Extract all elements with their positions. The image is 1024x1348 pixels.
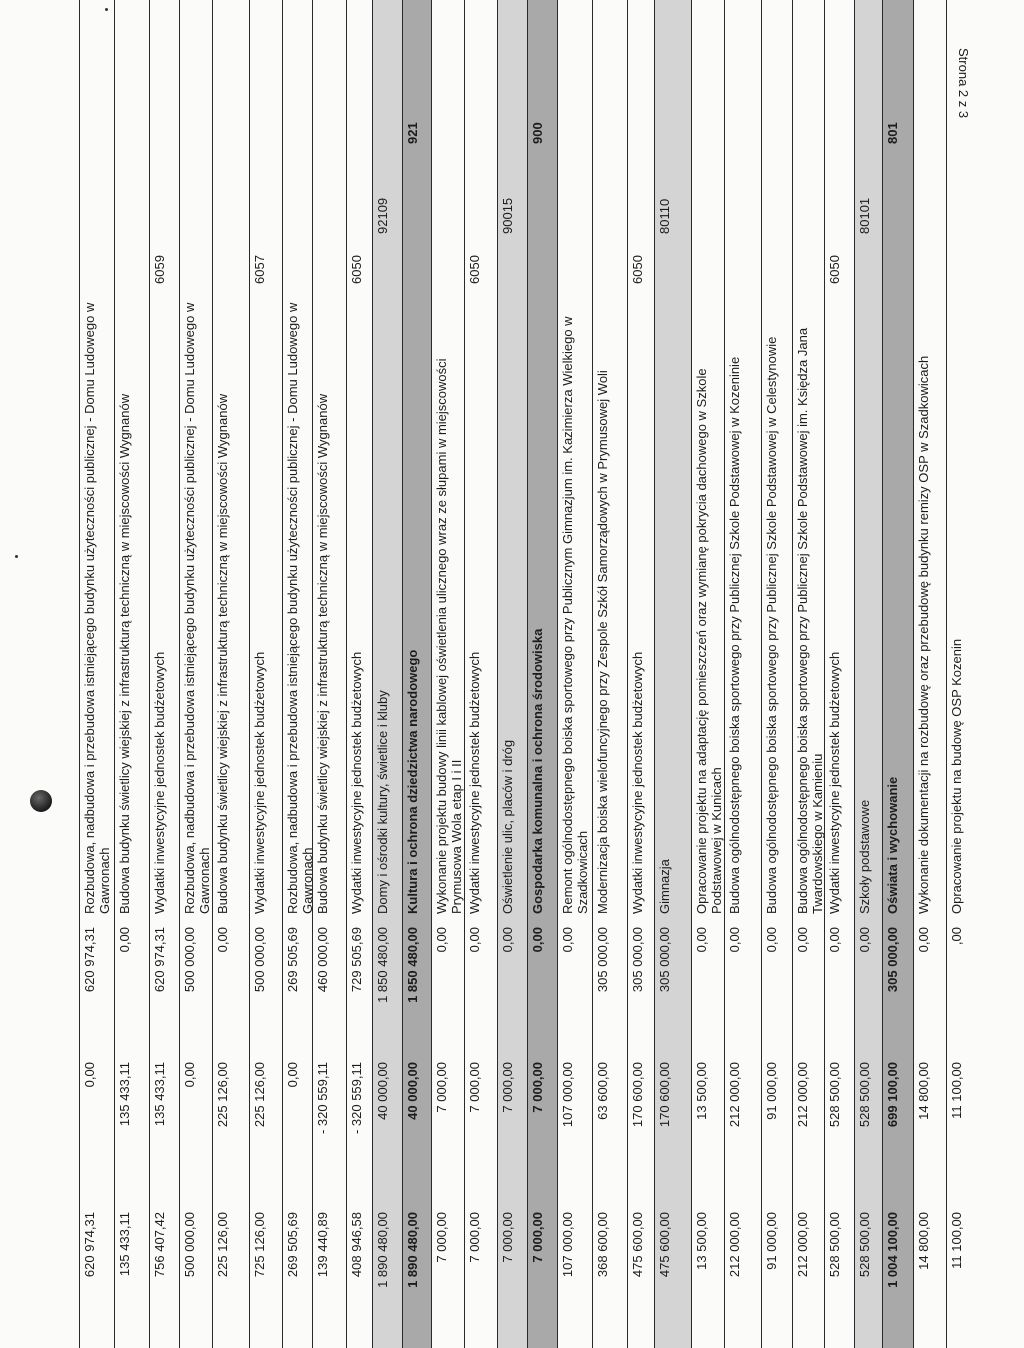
chapter-code [347, 153, 372, 238]
plan-amount: 0,00 [694, 927, 709, 953]
division-code [250, 103, 282, 148]
table-row [854, 0, 882, 1348]
table-row [627, 0, 654, 1348]
division-code [558, 103, 592, 148]
division-code [855, 103, 882, 148]
chapter-code [180, 153, 212, 238]
item-description: Oświata i wychowanie [885, 776, 900, 914]
division-code [180, 103, 212, 148]
amount-after-change: 139 440,89 [315, 1212, 330, 1278]
paragraph-code: 6059 [152, 255, 167, 284]
amount-after-change: 725 126,00 [252, 1212, 267, 1278]
table-row [212, 0, 249, 1348]
item-description: Wydatki inwestycyjne jednostek budżetowych [827, 651, 842, 914]
amount-after-change: 408 946,58 [349, 1212, 364, 1278]
chapter-code: 80101 [857, 197, 872, 234]
amount-after-change: 7 000,00 [500, 1212, 515, 1263]
division-code [373, 103, 402, 148]
change-amount: 212 000,00 [727, 1062, 742, 1128]
table-row [149, 0, 179, 1348]
paragraph-code: 6050 [630, 255, 645, 284]
amount-after-change: 368 600,00 [595, 1212, 610, 1278]
amount-after-change: 7 000,00 [530, 1212, 545, 1263]
plan-amount: 460 000,00 [315, 927, 330, 993]
plan-amount: 729 505,69 [349, 927, 364, 993]
chapter-code: 80110 [657, 198, 672, 234]
change-amount: 699 100,00 [885, 1062, 900, 1128]
table-row [654, 0, 691, 1348]
item-description: Opracowanie projektu na budowę OSP Kozenin [949, 638, 964, 914]
paragraph-code [947, 238, 976, 288]
paragraph-code [883, 238, 913, 288]
table-row [312, 0, 346, 1348]
change-amount: 225 126,00 [215, 1062, 230, 1128]
paragraph-code [180, 238, 212, 288]
division-code [115, 103, 149, 148]
plan-amount: 305 000,00 [630, 927, 645, 993]
amount-after-change: 13 500,00 [694, 1212, 709, 1270]
change-amount: 7 000,00 [500, 1062, 515, 1113]
item-description: Wykonanie projektu budowy linii kablowej oświetlenia ulicznego wraz ze słupami w miejscowości Prymusowa Wola etap I i II [434, 358, 464, 914]
plan-amount: 269 505,69 [285, 927, 300, 993]
amount-after-change: 620 974,31 [82, 1212, 97, 1278]
item-description: Budowa ogólnodostępnego boiska sportowego przy Publicznej Szkole Podstawowej im. Księdza Jana Twardowskiego w Kamieniu [795, 327, 825, 914]
paragraph-code [692, 238, 724, 288]
paragraph-code [213, 238, 249, 288]
amount-after-change: 1 890 480,00 [375, 1212, 390, 1288]
paragraph-code: 6057 [252, 255, 267, 284]
chapter-code [947, 153, 976, 238]
division-code [498, 103, 527, 148]
division-code [793, 103, 824, 148]
chapter-code [313, 153, 346, 238]
amount-after-change: 91 000,00 [764, 1212, 779, 1270]
paragraph-code [762, 238, 792, 288]
plan-amount: 0,00 [434, 927, 449, 953]
chapter-code [432, 153, 464, 238]
change-amount: 7 000,00 [467, 1062, 482, 1113]
plan-amount: 305 000,00 [657, 927, 672, 993]
chapter-code [150, 153, 179, 238]
paragraph-code [313, 238, 346, 288]
amount-after-change: 107 000,00 [560, 1212, 575, 1278]
plan-amount: 0,00 [500, 927, 515, 953]
item-description: Budowa budynku świetlicy wiejskiej z infrastrukturą techniczną w miejscowości Wygnanów [215, 393, 230, 914]
amount-after-change: 269 505,69 [285, 1212, 300, 1278]
change-amount: - 320 559,11 [349, 1062, 364, 1135]
amount-after-change: 528 500,00 [857, 1212, 872, 1278]
division-code [465, 103, 497, 148]
table-row [761, 0, 792, 1348]
item-description: Rozbudowa, nadbudowa i przebudowa istniejącego budynku użyteczności publicznej - Domu Ludowego w Gawronach [182, 302, 212, 914]
chapter-code [213, 153, 249, 238]
change-amount: 0,00 [182, 1062, 197, 1088]
plan-amount: 0,00 [764, 927, 779, 953]
page-footer [955, 48, 975, 138]
chapter-code [250, 153, 282, 238]
amount-after-change: 135 433,11 [117, 1212, 132, 1277]
chapter-code: 90015 [500, 197, 515, 234]
change-amount: 7 000,00 [530, 1062, 545, 1113]
amount-after-change: 528 500,00 [827, 1212, 842, 1278]
amount-after-change: 756 407,42 [152, 1212, 167, 1278]
division-code [80, 103, 114, 148]
paragraph-code [725, 238, 761, 288]
table-row [464, 0, 497, 1348]
item-description: Rozbudowa, nadbudowa i przebudowa istniejącego budynku użyteczności publicznej - Domu Ludowego w Gawronach [285, 302, 315, 914]
amount-after-change: 7 000,00 [434, 1212, 449, 1263]
division-code [432, 103, 464, 148]
paragraph-code [498, 238, 527, 288]
chapter-code [692, 153, 724, 238]
table-row [724, 0, 761, 1348]
punch-hole [30, 790, 52, 812]
item-description: Gimnazja [657, 859, 672, 914]
plan-amount: 0,00 [560, 927, 575, 953]
plan-amount: 0,00 [215, 927, 230, 953]
change-amount: 63 600,00 [595, 1062, 610, 1120]
table-row [913, 0, 946, 1348]
item-description: Budowa ogólnodostępnego boiska sportowego przy Publicznej Szkole Podstawowej w Kozeninie [727, 356, 742, 914]
page-number: Strona 2 z 3 [956, 48, 971, 119]
change-amount: 212 000,00 [795, 1062, 810, 1128]
division-code [213, 103, 249, 148]
paragraph-code [432, 238, 464, 288]
chapter-code [403, 153, 431, 238]
change-amount: 107 000,00 [560, 1062, 575, 1128]
paragraph-code: 6050 [827, 255, 842, 284]
division-code [628, 103, 654, 148]
paragraph-code [593, 238, 627, 288]
change-amount: 225 126,00 [252, 1062, 267, 1128]
change-amount: 40 000,00 [375, 1062, 390, 1120]
plan-amount: 0,00 [916, 927, 931, 953]
table-row [249, 0, 282, 1348]
amount-after-change: 212 000,00 [727, 1212, 742, 1278]
division-code [283, 103, 312, 148]
change-amount: 170 600,00 [657, 1062, 672, 1128]
division-code: 900 [530, 122, 545, 144]
item-description: Rozbudowa, nadbudowa i przebudowa istniejącego budynku użyteczności publicznej - Domu Ludowego w Gawronach [82, 302, 112, 914]
item-description: Wydatki inwestycyjne jednostek budżetowych [467, 651, 482, 914]
division-code [762, 103, 792, 148]
table-row [346, 0, 372, 1348]
chapter-code [762, 153, 792, 238]
chapter-code [725, 153, 761, 238]
table-row [592, 0, 627, 1348]
division-code [825, 103, 854, 148]
change-amount: 170 600,00 [630, 1062, 645, 1128]
amount-after-change: 500 000,00 [182, 1212, 197, 1278]
change-amount: 13 500,00 [694, 1062, 709, 1120]
amount-after-change: 212 000,00 [795, 1212, 810, 1278]
paragraph-code [558, 238, 592, 288]
table-row [372, 0, 402, 1348]
change-amount: 40 000,00 [405, 1062, 420, 1120]
item-description: Wydatki inwestycyjne jednostek budżetowych [630, 651, 645, 914]
amount-after-change: 1 890 480,00 [405, 1212, 420, 1288]
change-amount: 11 100,00 [949, 1062, 964, 1119]
item-description: Oświetlenie ulic, placów i dróg [500, 739, 515, 914]
item-description: Wydatki inwestycyjne jednostek budżetowych [252, 651, 267, 914]
plan-amount: 0,00 [530, 927, 545, 953]
table-row [946, 0, 976, 1348]
chapter-code [465, 153, 497, 238]
amount-after-change: 7 000,00 [467, 1212, 482, 1263]
paragraph-code [528, 238, 557, 288]
amount-after-change: 225 126,00 [215, 1212, 230, 1278]
plan-amount: 0,00 [857, 927, 872, 953]
division-code [692, 103, 724, 148]
item-description: Wydatki inwestycyjne jednostek budżetowych [349, 651, 364, 914]
paragraph-code: 6050 [467, 255, 482, 284]
change-amount: 14 800,00 [916, 1062, 931, 1120]
plan-amount: 305 000,00 [595, 927, 610, 993]
plan-amount: ,00 [949, 927, 964, 946]
change-amount: 528 500,00 [857, 1062, 872, 1128]
chapter-code [558, 153, 592, 238]
speck [15, 555, 18, 558]
item-description: Budowa ogólnodostępnego boiska sportowego przy Publicznej Szkole Podstawowej w Celestynowie [764, 336, 779, 914]
plan-amount: 0,00 [117, 927, 132, 953]
table-row [557, 0, 592, 1348]
plan-amount: 500 000,00 [252, 927, 267, 993]
item-description: Szkoły podstawowe [857, 799, 872, 914]
item-description: Modernizacja boiska wielofuncyjnego przy Zespole Szkół Samorządowych w Prymusowej Woli [595, 370, 610, 914]
paragraph-code [283, 238, 312, 288]
plan-amount: 0,00 [727, 927, 742, 953]
change-amount: 7 000,00 [434, 1062, 449, 1113]
plan-amount: 0,00 [467, 927, 482, 953]
chapter-code [593, 153, 627, 238]
speck [105, 8, 108, 11]
plan-amount: 0,00 [795, 927, 810, 953]
table-row [282, 0, 315, 1348]
paragraph-code [115, 238, 149, 288]
plan-amount: 620 974,31 [152, 927, 167, 993]
item-description: Domy i ośrodki kultury, świetlice i kluby [375, 690, 390, 914]
change-amount: 528 500,00 [827, 1062, 842, 1128]
amount-after-change: 475 600,00 [630, 1212, 645, 1278]
paragraph-code: 6050 [349, 255, 364, 284]
chapter-code [914, 153, 946, 238]
item-description: Kultura i ochrona dziedzictwa narodowego [405, 649, 420, 914]
division-code [347, 103, 372, 148]
plan-amount: 1 850 480,00 [405, 927, 420, 1003]
change-amount: 0,00 [285, 1062, 300, 1088]
chapter-code [793, 153, 824, 238]
change-amount: 91 000,00 [764, 1062, 779, 1120]
table-row [179, 0, 212, 1348]
division-code: 801 [885, 122, 900, 144]
plan-amount: 0,00 [827, 927, 842, 953]
table-row [792, 0, 824, 1348]
item-description: Budowa budynku świetlicy wiejskiej z infrastrukturą techniczną w miejscowości Wygnanów [315, 393, 330, 914]
table-row [527, 0, 557, 1348]
plan-amount: 1 850 480,00 [375, 927, 390, 1003]
chapter-code [883, 153, 913, 238]
plan-amount: 620 974,31 [82, 927, 97, 993]
plan-amount: 500 000,00 [182, 927, 197, 993]
table-row [882, 0, 913, 1348]
chapter-code [528, 153, 557, 238]
plan-amount: 305 000,00 [885, 927, 900, 993]
table-row [402, 0, 431, 1348]
item-description: Budowa budynku świetlicy wiejskiej z infrastrukturą techniczną w miejscowości Wygnanów [117, 393, 132, 914]
division-code [725, 103, 761, 148]
chapter-code [283, 153, 312, 238]
change-amount: - 320 559,11 [315, 1062, 330, 1135]
chapter-code [115, 153, 149, 238]
chapter-code [825, 153, 854, 238]
amount-after-change: 1 004 100,00 [885, 1212, 900, 1288]
division-code: 921 [405, 122, 420, 144]
division-code [593, 103, 627, 148]
paragraph-code [373, 238, 402, 288]
table-row [497, 0, 527, 1348]
item-description: Gospodarka komunalna i ochrona środowiska [530, 628, 545, 914]
item-description: Wykonanie dokumentacji na rozbudowę oraz przebudowę budynku remizy OSP w Szadkowicach [916, 355, 931, 914]
paragraph-code [655, 238, 691, 288]
change-amount: 135 433,11 [152, 1062, 167, 1127]
table-row [114, 0, 149, 1348]
table-row [691, 0, 724, 1348]
paragraph-code [793, 238, 824, 288]
change-amount: 135 433,11 [117, 1062, 132, 1127]
amount-after-change: 14 800,00 [916, 1212, 931, 1270]
division-code [313, 103, 346, 148]
paragraph-code [914, 238, 946, 288]
table-row [431, 0, 464, 1348]
paragraph-code [855, 238, 882, 288]
table-row [79, 0, 114, 1348]
item-description: Wydatki inwestycyjne jednostek budżetowych [152, 651, 167, 914]
chapter-code [628, 153, 654, 238]
item-description: Opracowanie projektu na adaptację pomieszczeń oraz wymianę pokrycia dachowego w Szkole Podstawowej w Kunicach [694, 368, 724, 914]
chapter-code [80, 153, 114, 238]
change-amount: 0,00 [82, 1062, 97, 1088]
amount-after-change: 11 100,00 [949, 1212, 964, 1269]
amount-after-change: 475 600,00 [657, 1212, 672, 1278]
item-description: Remont ogólnodostępnego boiska sportowego przy Publicznym Gimnazjum im. Kazimierza Wielkiego w Szadkowicach [560, 316, 590, 914]
table-row [824, 0, 854, 1348]
division-code [150, 103, 179, 148]
chapter-code: 92109 [375, 197, 390, 234]
division-code [655, 103, 691, 148]
paragraph-code [80, 238, 114, 288]
paragraph-code [403, 238, 431, 288]
division-code [914, 103, 946, 148]
